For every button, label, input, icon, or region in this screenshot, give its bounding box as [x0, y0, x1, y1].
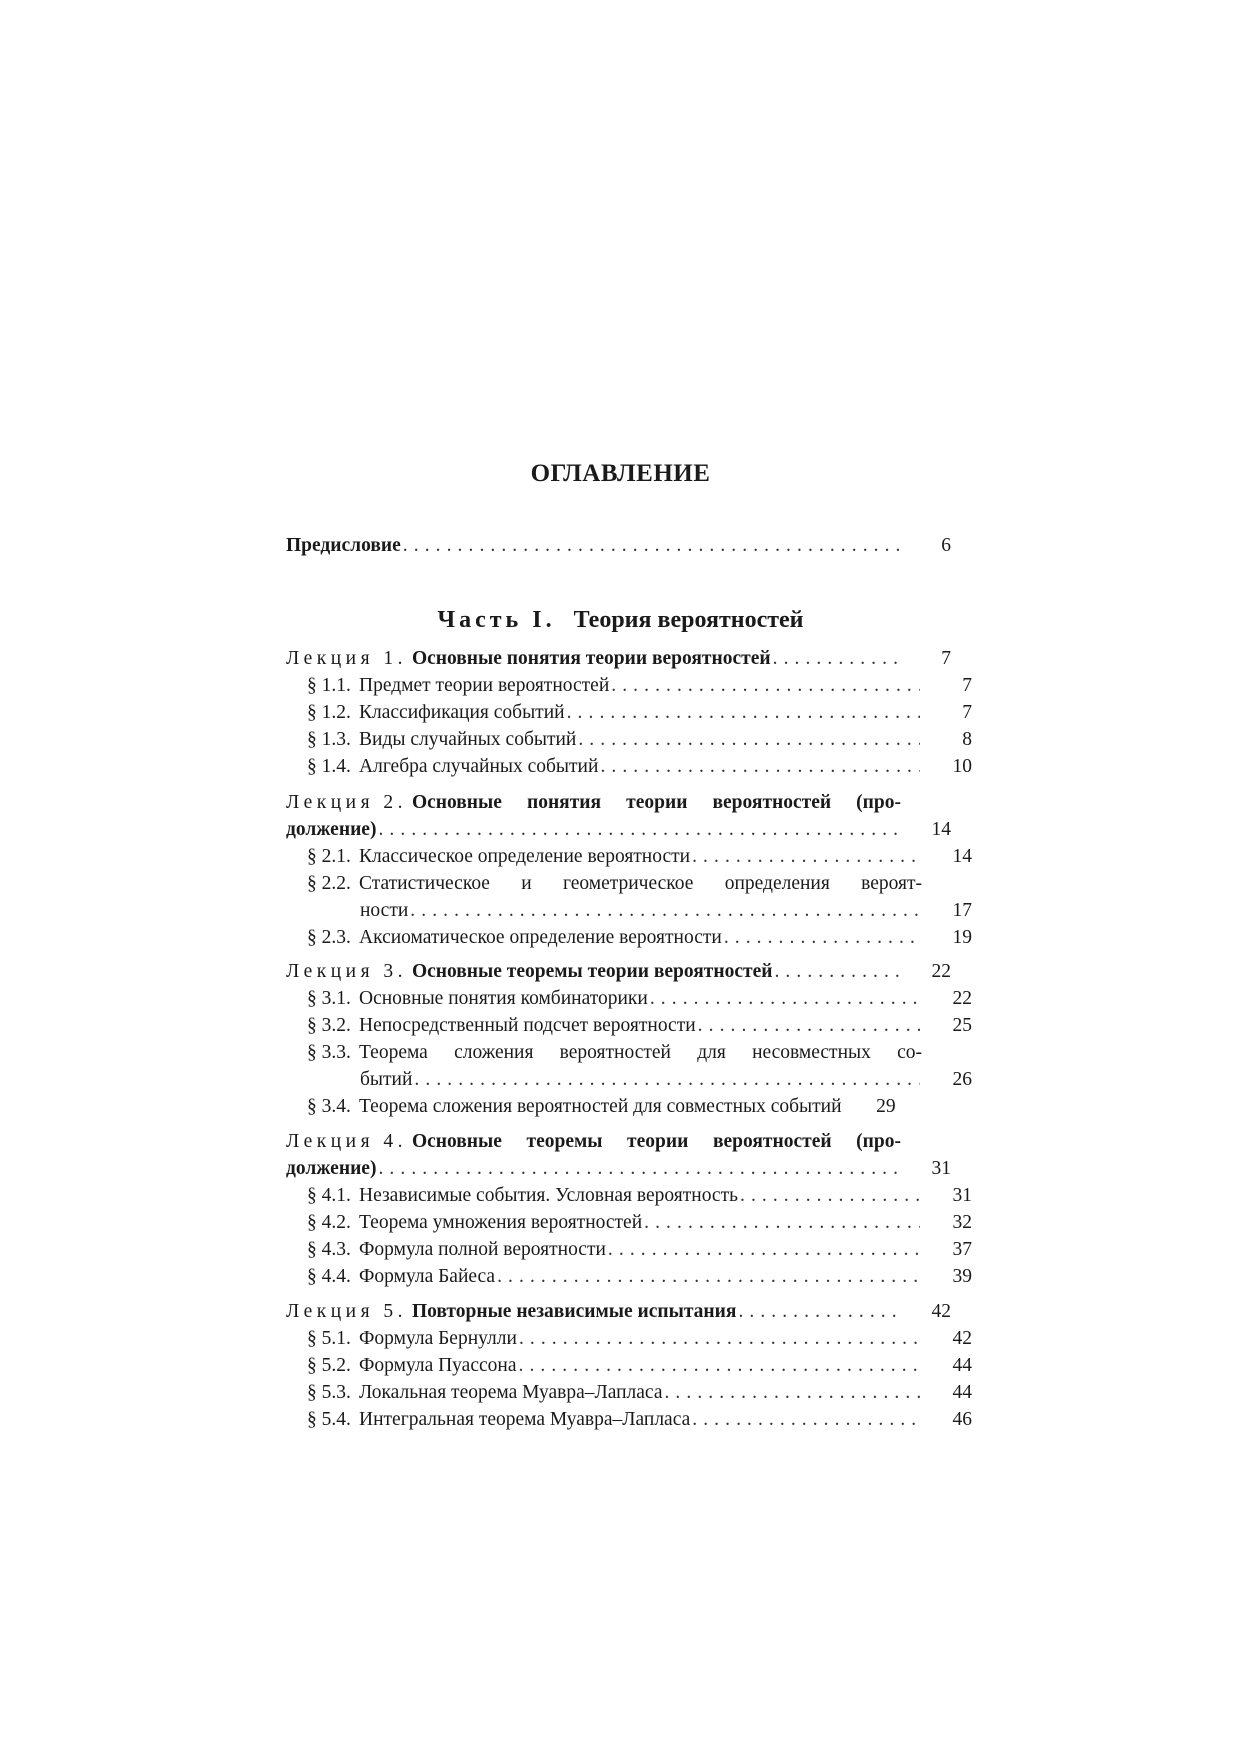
dot-leader: [378, 816, 899, 843]
dot-leader: [698, 1012, 920, 1039]
entry-title: должение): [286, 1158, 377, 1179]
page-number: 14: [931, 819, 951, 840]
entry-title: должение): [286, 819, 377, 840]
lecture-label: Лекция 5.: [286, 1301, 408, 1322]
page-number: 7: [962, 702, 972, 723]
page-number: 10: [952, 756, 972, 777]
entry-title: Основные понятия теории вероятностей: [411, 648, 771, 669]
page-number: 31: [952, 1185, 972, 1206]
entry-title: Локальная теорема Муавра–Лапласа: [359, 1382, 663, 1403]
toc-section-4-3[interactable]: [286, 1236, 972, 1263]
page-number: 46: [952, 1409, 972, 1430]
dot-leader: [773, 645, 899, 672]
lecture-label: Предисловие: [286, 535, 401, 556]
dot-leader: [738, 1298, 899, 1325]
toc-section-5-2[interactable]: [286, 1352, 972, 1379]
page-number: 39: [952, 1266, 972, 1287]
page-number: 14: [952, 846, 972, 867]
entry-title: Предмет теории вероятностей: [359, 675, 610, 696]
lecture-label: Лекция 3.: [286, 961, 408, 982]
toc-section-3-3[interactable]: [286, 1039, 972, 1093]
toc-section-4-4[interactable]: [286, 1263, 972, 1290]
section-number: § 1.2.: [307, 702, 351, 723]
page-number: 44: [952, 1355, 972, 1376]
page-number: 17: [952, 900, 972, 921]
dot-leader: [608, 1236, 920, 1263]
entry-title: Формула Пуассона: [359, 1355, 517, 1376]
dot-leader: [692, 1406, 920, 1433]
page-number: 22: [931, 961, 951, 982]
dot-leader: [724, 924, 920, 951]
lecture-label: Лекция 4.: [286, 1131, 408, 1152]
entry-title: Интегральная теорема Муавра–Лапласа: [359, 1409, 691, 1430]
entry-title: Теорема сложения вероятностей для совместных событий: [359, 1096, 842, 1117]
lecture-label: Лекция 1.: [286, 648, 408, 669]
page-number: 7: [941, 648, 951, 669]
dot-leader: [611, 672, 920, 699]
toc-section-4-1[interactable]: [286, 1182, 972, 1209]
dot-leader: [644, 1209, 920, 1236]
section-number: § 2.2.: [307, 873, 351, 894]
section-number: § 5.2.: [307, 1355, 351, 1376]
toc-lecture-4[interactable]: [286, 1128, 951, 1182]
entry-title: Виды случайных событий: [359, 729, 577, 750]
page-number: 44: [952, 1382, 972, 1403]
toc-lecture-5[interactable]: [286, 1298, 951, 1325]
page-number: 32: [952, 1212, 972, 1233]
entry-title: Основные понятия комбинаторики: [359, 988, 648, 1009]
section-number: § 4.2.: [307, 1212, 351, 1233]
lecture-label: Лекция 2.: [286, 792, 408, 813]
dot-leader: [519, 1325, 920, 1352]
dot-leader: [692, 843, 920, 870]
section-number: § 1.1.: [307, 675, 351, 696]
entry-title: Основные понятия теории вероятностей (про-: [411, 792, 901, 813]
page-number: 8: [962, 729, 972, 750]
dot-leader: [410, 897, 920, 924]
section-number: § 2.1.: [307, 846, 351, 867]
toc-section-5-3[interactable]: [286, 1379, 972, 1406]
entry-title: Основные теоремы теории вероятностей: [411, 961, 773, 982]
page-number: 37: [952, 1239, 972, 1260]
dot-leader: [578, 726, 920, 753]
entry-title: Аксиоматическое определение вероятности: [359, 927, 722, 948]
toc-section-4-2[interactable]: [286, 1209, 972, 1236]
dot-leader: [650, 985, 920, 1012]
page-number: 7: [962, 675, 972, 696]
toc-section-1-1[interactable]: [286, 672, 972, 699]
dot-leader: [403, 532, 899, 559]
entry-title: Теорема умножения вероятностей: [359, 1212, 643, 1233]
dot-leader: [740, 1182, 920, 1209]
section-number: § 3.4.: [307, 1096, 351, 1117]
section-number: § 4.3.: [307, 1239, 351, 1260]
toc-section-2-1[interactable]: [286, 843, 972, 870]
entry-title: Независимые события. Условная вероятность: [359, 1185, 738, 1206]
entry-title: Формула полной вероятности: [359, 1239, 606, 1260]
entry-title: Теорема сложения вероятностей для несовместных со-: [359, 1042, 922, 1063]
dot-leader: [664, 1379, 920, 1406]
dot-leader: [600, 753, 920, 780]
page-number: 19: [952, 927, 972, 948]
toc-lecture-2[interactable]: [286, 789, 951, 843]
section-number: § 1.3.: [307, 729, 351, 750]
entry-title: Алгебра случайных событий: [359, 756, 599, 777]
page-number: 25: [952, 1015, 972, 1036]
section-number: § 5.1.: [307, 1328, 351, 1349]
section-number: § 3.2.: [307, 1015, 351, 1036]
entry-title: Формула Бернулли: [359, 1328, 517, 1349]
entry-title: Непосредственный подсчет вероятности: [359, 1015, 696, 1036]
entry-title: Классическое определение вероятности: [359, 846, 691, 867]
entry-title: ности: [360, 900, 409, 921]
dot-leader: [519, 1352, 921, 1379]
page-number: 29: [876, 1096, 896, 1117]
section-number: § 5.4.: [307, 1409, 351, 1430]
toc-lecture-3[interactable]: [286, 958, 951, 985]
entry-title: Повторные независимые испытания: [411, 1301, 737, 1322]
entry-title: Классификация событий: [359, 702, 565, 723]
entry-title: Статистическое и геометрическое определения вероят-: [359, 873, 922, 894]
toc-section-1-4[interactable]: [286, 753, 972, 780]
toc-section-1-3[interactable]: [286, 726, 972, 753]
section-number: § 4.4.: [307, 1266, 351, 1287]
toc-section-2-3[interactable]: [286, 924, 972, 951]
section-number: § 3.3.: [307, 1042, 351, 1063]
page-number: 6: [941, 535, 951, 556]
dot-leader: [414, 1066, 920, 1093]
toc-section-1-2[interactable]: [286, 699, 972, 726]
dot-leader: [497, 1263, 920, 1290]
page-number: 31: [931, 1158, 951, 1179]
toc-section-3-2[interactable]: [286, 1012, 972, 1039]
toc-section-3-4[interactable]: [286, 1093, 972, 1120]
entry-title: Формула Байеса: [359, 1266, 496, 1287]
section-number: § 4.1.: [307, 1185, 351, 1206]
toc-section-2-2[interactable]: [286, 870, 972, 924]
dot-leader: [378, 1155, 899, 1182]
page-title: ОГЛАВЛЕНИЕ: [530, 460, 711, 487]
page-number: 22: [952, 988, 972, 1009]
dot-leader: [567, 699, 920, 726]
part-label: Часть I.: [437, 607, 556, 633]
part-heading: [0, 607, 1241, 634]
dot-leader: [774, 958, 899, 985]
toc-entry-preface[interactable]: [286, 532, 951, 559]
page-number: 26: [952, 1069, 972, 1090]
page-number: 42: [931, 1301, 951, 1322]
toc-section-5-1[interactable]: [286, 1325, 972, 1352]
entry-title: бытий: [360, 1069, 413, 1090]
section-number: § 1.4.: [307, 756, 351, 777]
section-number: § 2.3.: [307, 927, 351, 948]
toc-section-5-4[interactable]: [286, 1406, 972, 1433]
part-title: Теория вероятностей: [573, 607, 804, 633]
section-number: § 5.3.: [307, 1382, 351, 1403]
section-number: § 3.1.: [307, 988, 351, 1009]
toc-section-3-1[interactable]: [286, 985, 972, 1012]
entry-title: Основные теоремы теории вероятностей (про-: [411, 1131, 901, 1152]
toc-lecture-1[interactable]: [286, 645, 951, 672]
page-number: 42: [952, 1328, 972, 1349]
